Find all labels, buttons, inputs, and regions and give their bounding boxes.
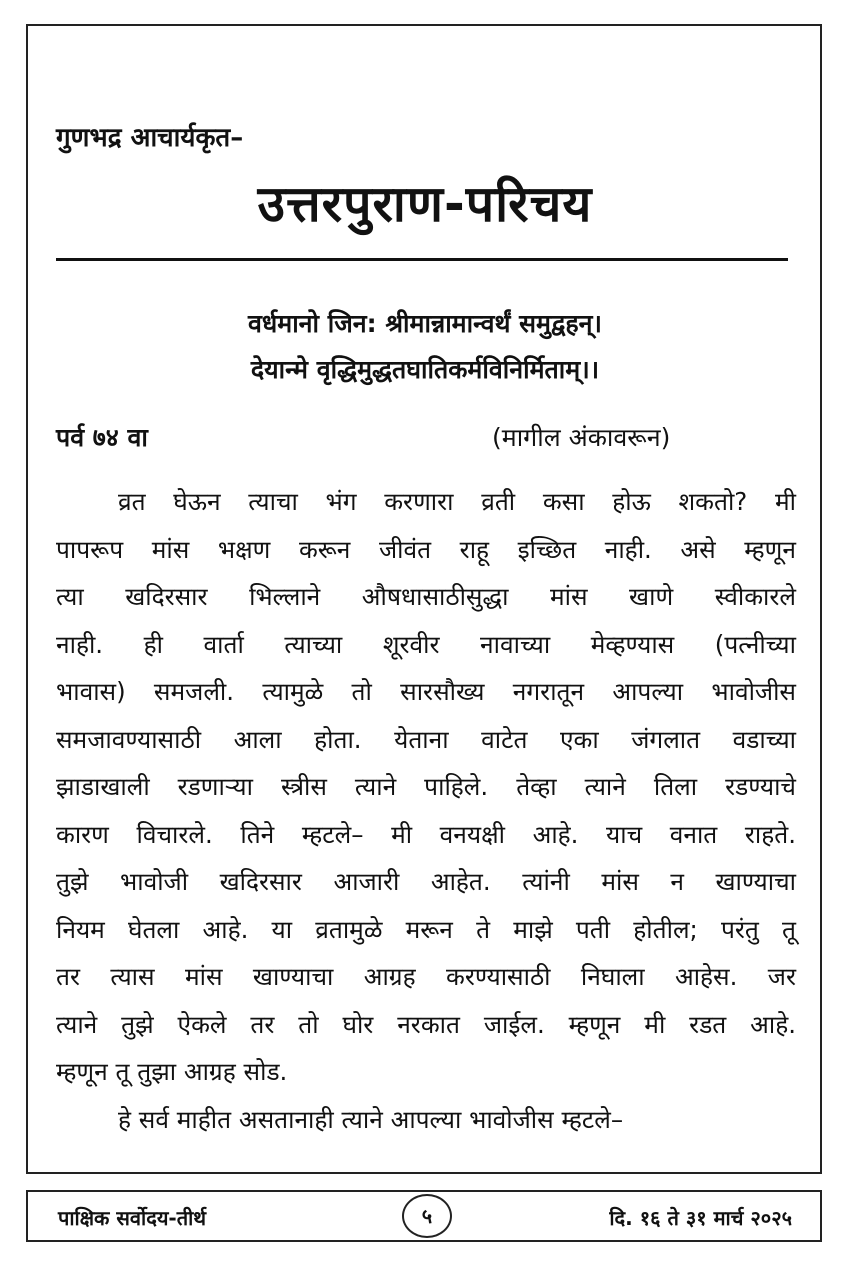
page-footer [26, 1190, 822, 1242]
author-subtitle: गुणभद्र आचार्यकृत– [56, 123, 244, 153]
verse-line-2: देयान्मे वृद्धिमुद्धतघातिकर्मविनिर्मिताम्।। [250, 355, 600, 384]
page-title: उत्तरपुराण-परिचय [257, 175, 593, 233]
continued-note: (मागील अंकावरून) [492, 423, 671, 452]
body-line: झाडाखाली रडणाऱ्या स्त्रीस त्याने पाहिले. तेव्हा त्याने तिला रडण्याचे [56, 772, 796, 801]
body-line: नाही. ही वार्ता त्याच्या शूरवीर नावाच्या मेव्हण्यास (पत्नीच्या [56, 629, 796, 659]
body-line: त्याने तुझे ऐकले तर तो घोर नरकात जाईल. म्हणून मी रडत आहे. [56, 1009, 796, 1039]
body-text [56, 478, 796, 1143]
body-line: नियम घेतला आहे. या व्रतामुळे मरून ते माझे पती होतील; परंतु तू [56, 914, 796, 944]
issue-date: दि. १६ ते ३१ मार्च २०२५ [609, 1206, 792, 1230]
body-line: त्या खदिरसार भिल्लाने औषधासाठीसुद्धा मांस खाणे स्वीकारले [56, 582, 796, 611]
section-heading: पर्व ७४ वा [56, 423, 148, 452]
body-line: तुझे भावोजी खदिरसार आजारी आहेत. त्यांनी मांस न खाण्याचा [56, 867, 796, 896]
body-line: समजावण्यासाठी आला होता. येताना वाटेत एका जंगलात वडाच्या [56, 724, 796, 754]
verse-line-1: वर्धमानो जिन: श्रीमान्नामान्वर्थं समुद्वहन्। [247, 309, 602, 338]
body-line: म्हणून तू तुझा आग्रह सोड. [56, 1057, 288, 1086]
title-divider [56, 258, 788, 261]
body-line: तर त्यास मांस खाण्याचा आग्रह करण्यासाठी निघाला आहेस. जर [56, 962, 796, 991]
body-line: भावास) समजली. त्यामुळे तो सारसौख्य नगरातून आपल्या भावोजीस [56, 677, 796, 706]
page-number: ५ [402, 1194, 452, 1238]
publication-name: पाक्षिक सर्वोदय-तीर्थ [58, 1206, 207, 1230]
body-line: पापरूप मांस भक्षण करून जीवंत राहू इच्छित नाही. असे म्हणून [56, 534, 796, 564]
body-line: कारण विचारले. तिने म्हटले– मी वनयक्षी आहे. याच वनात राहते. [56, 819, 796, 849]
body-line: हे सर्व माहीत असतानाही त्याने आपल्या भावोजीस म्हटले– [118, 1104, 624, 1134]
body-line: व्रत घेऊन त्याचा भंग करणारा व्रती कसा होऊ शकतो? मी [118, 487, 796, 516]
